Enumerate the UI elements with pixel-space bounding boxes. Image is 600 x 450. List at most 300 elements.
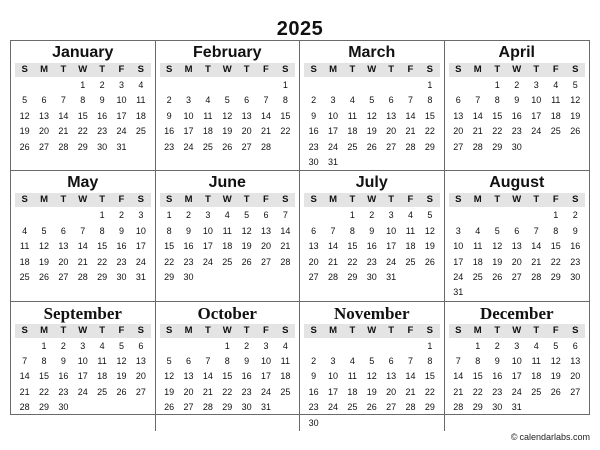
day-cell: 9: [186, 225, 192, 236]
day-cell: 21: [280, 241, 291, 252]
day-cell: 17: [531, 110, 542, 121]
day-cell: 22: [492, 126, 503, 137]
day-cell: 7: [205, 356, 211, 367]
day-cell: 13: [260, 225, 271, 236]
day-cell: 14: [531, 241, 542, 252]
weekday-label: S: [572, 194, 579, 206]
day-cell: 26: [570, 126, 581, 137]
weekday-label: S: [455, 64, 462, 75]
weekday-label: T: [533, 194, 540, 206]
weekday-label: F: [118, 64, 125, 75]
day-cell: 4: [99, 340, 105, 351]
weekday-header: [15, 63, 151, 77]
day-cell: 1: [166, 210, 172, 221]
day-cell: 6: [514, 225, 520, 236]
day-cell: 27: [260, 256, 271, 267]
day-cell: 10: [135, 225, 146, 236]
day-cell: 12: [164, 371, 175, 382]
day-cell: 26: [366, 402, 377, 413]
day-blank: [449, 208, 469, 223]
day-cell: 22: [550, 256, 561, 267]
day-cell: 6: [455, 95, 461, 106]
weekday-label: F: [263, 194, 269, 206]
day-cell: 21: [19, 386, 30, 397]
day-cell: 2: [311, 356, 317, 367]
weekday-label: M: [40, 324, 48, 336]
day-cell: 18: [347, 386, 358, 397]
day-cell: 22: [222, 386, 233, 397]
day-cell: 5: [427, 210, 433, 221]
month-august: [445, 171, 590, 301]
day-cell: 24: [328, 141, 339, 152]
day-cell: 18: [472, 256, 483, 267]
month-march: [300, 41, 445, 171]
day-cell: 13: [453, 110, 464, 121]
day-blank: [381, 339, 400, 354]
day-cell: 15: [97, 241, 108, 252]
day-cell: 23: [164, 141, 175, 152]
weekday-label: W: [367, 324, 377, 336]
day-cell: 13: [58, 241, 69, 252]
day-cell: 22: [280, 126, 291, 137]
day-cell: 1: [41, 340, 47, 351]
day-cell: 21: [260, 126, 271, 137]
month-december: [445, 302, 590, 431]
day-cell: 12: [492, 241, 503, 252]
day-cell: 16: [116, 241, 127, 252]
day-cell: 29: [492, 141, 503, 152]
day-cell: 8: [224, 356, 230, 367]
day-cell: 9: [166, 110, 172, 121]
weekday-label: S: [282, 64, 289, 75]
day-cell: 28: [19, 402, 30, 413]
day-cell: 24: [453, 271, 464, 282]
day-cell: 30: [183, 271, 194, 282]
day-cell: 30: [492, 402, 503, 413]
day-cell: 30: [511, 141, 522, 152]
day-cell: 16: [164, 126, 175, 137]
day-cell: 17: [202, 241, 213, 252]
day-cell: 29: [39, 402, 50, 413]
weekday-label: M: [184, 324, 193, 336]
day-cell: 19: [222, 126, 233, 137]
weekday-label: S: [455, 194, 462, 206]
weekday-label: T: [349, 324, 356, 336]
day-cell: 5: [118, 340, 124, 351]
day-blank: [449, 78, 469, 93]
day-cell: 12: [39, 241, 50, 252]
day-cell: 30: [570, 271, 581, 282]
day-cell: 16: [308, 126, 319, 137]
day-cell: 17: [135, 241, 146, 252]
day-cell: 18: [531, 371, 542, 382]
day-blank: [401, 78, 420, 93]
weekday-label: T: [349, 64, 356, 75]
day-cell: 6: [572, 340, 578, 351]
day-cell: 25: [405, 256, 416, 267]
day-cell: 1: [80, 80, 86, 90]
day-cell: 11: [347, 371, 358, 382]
day-cell: 24: [511, 386, 522, 397]
footer-site: calendarlabs.com: [519, 432, 590, 442]
day-cell: 9: [514, 95, 520, 106]
day-grid: [304, 339, 440, 431]
day-cell: 16: [241, 371, 252, 382]
day-blank: [34, 78, 53, 93]
day-cell: 11: [20, 241, 30, 252]
day-cell: 24: [260, 386, 271, 397]
day-cell: 21: [328, 256, 339, 267]
day-cell: 3: [533, 80, 539, 90]
day-cell: 27: [183, 402, 194, 413]
day-cell: 18: [19, 256, 30, 267]
day-cell: 24: [116, 126, 127, 137]
day-cell: 15: [424, 110, 435, 121]
day-cell: 10: [260, 356, 271, 367]
day-cell: 20: [39, 126, 50, 137]
day-cell: 6: [388, 356, 394, 367]
weekday-label: S: [310, 324, 317, 336]
copyright-icon: ©: [510, 432, 518, 442]
day-cell: 28: [453, 402, 464, 413]
day-cell: 31: [328, 156, 339, 167]
day-blank: [362, 339, 381, 354]
day-cell: 12: [366, 371, 377, 382]
day-blank: [218, 78, 237, 93]
day-cell: 5: [369, 356, 375, 367]
month-name: August: [489, 174, 545, 192]
day-cell: 11: [347, 110, 358, 121]
day-cell: 16: [97, 110, 108, 121]
weekday-label: M: [184, 194, 193, 206]
day-cell: 1: [427, 80, 433, 90]
day-cell: 25: [202, 141, 213, 152]
weekday-label: W: [222, 324, 232, 336]
month-name: May: [67, 174, 99, 192]
weekday-header: [449, 324, 586, 338]
day-cell: 27: [308, 271, 319, 282]
day-cell: 27: [453, 141, 464, 152]
day-cell: 3: [118, 80, 124, 90]
day-cell: 2: [244, 340, 250, 351]
day-cell: 10: [386, 225, 397, 236]
day-cell: 25: [472, 271, 483, 282]
day-cell: 25: [135, 126, 146, 137]
day-cell: 20: [308, 256, 319, 267]
day-blank: [343, 78, 362, 93]
day-cell: 28: [280, 256, 291, 267]
day-cell: 9: [572, 225, 578, 236]
day-cell: 28: [260, 141, 271, 152]
weekday-label: W: [78, 324, 88, 336]
day-cell: 1: [224, 340, 230, 351]
day-cell: 10: [202, 225, 213, 236]
day-cell: 30: [366, 271, 377, 282]
weekday-header: [160, 63, 296, 77]
day-cell: 24: [202, 256, 213, 267]
weekday-label: S: [282, 194, 289, 206]
day-blank: [160, 339, 179, 354]
day-cell: 30: [308, 417, 319, 428]
weekday-label: T: [494, 194, 501, 206]
day-cell: 6: [138, 340, 144, 351]
day-cell: 16: [570, 241, 581, 252]
day-cell: 19: [116, 371, 127, 382]
day-cell: 2: [572, 210, 578, 221]
day-cell: 17: [116, 110, 127, 121]
day-cell: 5: [22, 95, 28, 106]
day-cell: 1: [99, 210, 105, 221]
day-cell: 18: [405, 241, 416, 252]
day-blank: [304, 208, 323, 223]
day-cell: 15: [164, 241, 175, 252]
weekday-label: T: [388, 194, 394, 206]
weekday-label: T: [494, 324, 501, 336]
day-cell: 3: [186, 95, 192, 106]
weekday-label: S: [166, 64, 173, 75]
day-cell: 22: [347, 256, 358, 267]
day-cell: 4: [407, 210, 413, 221]
day-cell: 23: [570, 256, 581, 267]
day-cell: 12: [116, 356, 127, 367]
day-cell: 3: [514, 340, 520, 351]
day-cell: 8: [99, 225, 105, 236]
weekday-label: W: [512, 64, 522, 75]
day-cell: 7: [455, 356, 461, 367]
day-cell: 29: [347, 271, 358, 282]
day-cell: 3: [205, 210, 211, 221]
day-blank: [256, 78, 275, 93]
day-cell: 16: [308, 386, 319, 397]
day-cell: 19: [366, 386, 377, 397]
day-cell: 20: [386, 386, 397, 397]
day-cell: 24: [183, 141, 194, 152]
day-cell: 19: [241, 241, 252, 252]
day-blank: [237, 78, 256, 93]
day-cell: 13: [308, 241, 319, 252]
day-cell: 6: [311, 225, 317, 236]
day-cell: 20: [386, 126, 397, 137]
day-cell: 15: [222, 371, 233, 382]
day-cell: 2: [494, 340, 500, 351]
day-cell: 17: [328, 126, 339, 137]
day-cell: 11: [136, 95, 146, 106]
day-cell: 14: [19, 371, 30, 382]
day-cell: 8: [282, 95, 288, 106]
year-title: 2025: [276, 18, 324, 40]
day-cell: 14: [77, 241, 88, 252]
weekday-header: [160, 324, 296, 338]
day-grid: [160, 208, 296, 285]
day-blank: [15, 78, 34, 93]
day-cell: 30: [116, 271, 127, 282]
weekday-label: M: [473, 324, 482, 336]
day-blank: [198, 78, 217, 93]
day-cell: 4: [282, 340, 288, 351]
day-cell: 3: [388, 210, 394, 221]
day-blank: [381, 78, 400, 93]
day-cell: 1: [282, 80, 288, 90]
day-cell: 26: [19, 141, 30, 152]
day-cell: 5: [553, 340, 559, 351]
day-cell: 16: [58, 371, 69, 382]
day-cell: 22: [424, 386, 435, 397]
weekday-label: F: [407, 194, 414, 206]
day-cell: 18: [347, 126, 358, 137]
day-cell: 14: [280, 225, 291, 236]
day-cell: 16: [511, 110, 522, 121]
day-cell: 24: [328, 402, 339, 413]
day-cell: 17: [328, 386, 339, 397]
day-cell: 6: [263, 210, 269, 221]
day-cell: 29: [222, 402, 233, 413]
day-cell: 7: [282, 210, 288, 221]
day-cell: 4: [553, 80, 559, 90]
weekday-label: W: [367, 64, 377, 75]
day-cell: 8: [427, 95, 433, 106]
day-cell: 6: [41, 95, 47, 106]
day-cell: 7: [330, 225, 336, 236]
day-cell: 14: [453, 371, 464, 382]
day-cell: 21: [77, 256, 88, 267]
day-grid: [15, 339, 151, 416]
day-cell: 13: [135, 356, 146, 367]
day-cell: 1: [494, 80, 500, 90]
day-cell: 29: [424, 141, 435, 152]
day-cell: 16: [492, 371, 503, 382]
day-cell: 27: [39, 141, 50, 152]
weekday-label: F: [118, 324, 125, 336]
weekday-label: F: [552, 64, 559, 75]
day-cell: 26: [492, 271, 503, 282]
weekday-label: M: [329, 64, 337, 75]
weekday-label: F: [263, 324, 269, 336]
weekday-label: S: [166, 324, 173, 336]
weekday-label: S: [137, 64, 144, 75]
day-cell: 7: [407, 95, 413, 106]
day-cell: 28: [531, 271, 542, 282]
day-cell: 12: [241, 225, 252, 236]
day-cell: 23: [97, 126, 108, 137]
day-cell: 28: [472, 141, 483, 152]
day-blank: [160, 78, 179, 93]
day-cell: 2: [369, 210, 375, 221]
day-cell: 2: [60, 340, 66, 351]
day-grid: [449, 339, 586, 416]
day-cell: 3: [330, 95, 336, 106]
day-cell: 6: [186, 356, 192, 367]
day-cell: 21: [405, 386, 416, 397]
day-cell: 11: [97, 356, 107, 367]
weekday-label: F: [552, 194, 559, 206]
day-cell: 26: [116, 386, 127, 397]
day-cell: 30: [58, 402, 69, 413]
day-cell: 25: [347, 402, 358, 413]
day-cell: 20: [453, 126, 464, 137]
month-name: January: [52, 44, 114, 61]
weekday-label: T: [99, 194, 105, 206]
day-cell: 21: [453, 386, 464, 397]
day-cell: 14: [328, 241, 339, 252]
day-cell: 30: [308, 156, 319, 167]
weekday-label: S: [572, 64, 579, 75]
day-cell: 20: [260, 241, 271, 252]
day-cell: 12: [19, 110, 30, 121]
weekday-label: S: [21, 194, 28, 206]
day-cell: 12: [550, 356, 561, 367]
weekday-label: T: [388, 64, 394, 75]
day-cell: 9: [60, 356, 66, 367]
day-cell: 11: [222, 225, 232, 236]
weekday-label: W: [78, 194, 88, 206]
day-cell: 14: [405, 110, 416, 121]
day-cell: 21: [531, 256, 542, 267]
weekday-label: T: [533, 324, 540, 336]
day-cell: 25: [97, 386, 108, 397]
day-grid: [15, 78, 151, 155]
day-blank: [54, 78, 73, 93]
weekday-label: F: [118, 194, 125, 206]
day-cell: 10: [328, 371, 339, 382]
day-cell: 10: [77, 356, 88, 367]
day-cell: 15: [347, 241, 358, 252]
day-blank: [198, 339, 217, 354]
day-cell: 5: [166, 356, 172, 367]
day-cell: 13: [386, 110, 397, 121]
weekday-label: F: [407, 64, 414, 75]
month-may: [11, 171, 156, 301]
day-cell: 25: [222, 256, 233, 267]
day-cell: 22: [97, 256, 108, 267]
day-cell: 24: [77, 386, 88, 397]
day-cell: 6: [388, 95, 394, 106]
day-cell: 25: [347, 141, 358, 152]
day-blank: [304, 339, 323, 354]
day-cell: 24: [386, 256, 397, 267]
day-cell: 16: [366, 241, 377, 252]
day-cell: 2: [166, 95, 172, 106]
day-cell: 20: [511, 256, 522, 267]
day-cell: 23: [241, 386, 252, 397]
day-cell: 2: [311, 95, 317, 106]
day-grid: [449, 78, 586, 155]
day-cell: 25: [280, 386, 291, 397]
day-blank: [73, 208, 92, 223]
day-cell: 23: [366, 256, 377, 267]
day-cell: 28: [77, 271, 88, 282]
day-cell: 26: [366, 141, 377, 152]
day-cell: 24: [531, 126, 542, 137]
day-blank: [15, 208, 34, 223]
day-cell: 5: [494, 225, 500, 236]
day-cell: 25: [531, 386, 542, 397]
day-blank: [468, 78, 488, 93]
day-cell: 22: [77, 126, 88, 137]
day-cell: 5: [224, 95, 230, 106]
day-cell: 4: [475, 225, 481, 236]
day-cell: 10: [453, 241, 464, 252]
day-grid: [160, 339, 296, 416]
day-blank: [488, 208, 508, 223]
weekday-label: M: [473, 194, 482, 206]
day-cell: 8: [427, 356, 433, 367]
day-cell: 26: [241, 256, 252, 267]
day-cell: 26: [39, 271, 50, 282]
day-cell: 20: [183, 386, 194, 397]
day-cell: 17: [77, 371, 88, 382]
day-cell: 9: [99, 95, 105, 106]
day-cell: 4: [205, 95, 211, 106]
